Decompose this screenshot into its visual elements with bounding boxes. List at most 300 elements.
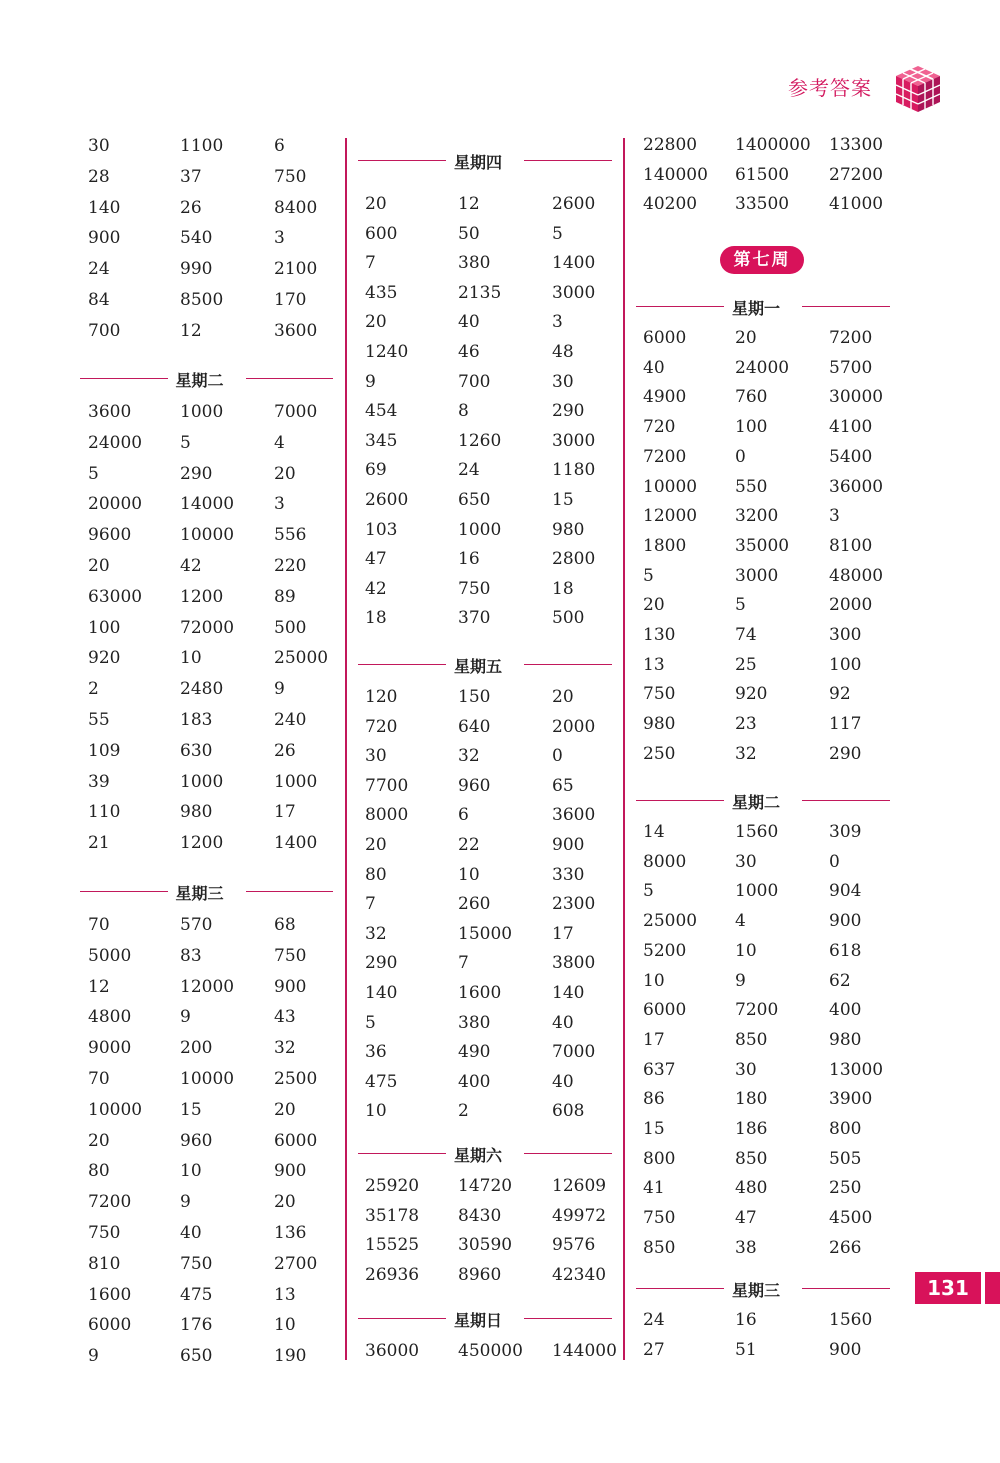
answer-cell: 110 [88,802,121,823]
answer-cell: 18 [365,608,387,629]
answer-cell: 500 [274,617,307,638]
answer-cell: 25 [735,654,757,675]
answer-cell: 650 [180,1346,213,1367]
section-rule [524,160,612,161]
answer-cell: 2000 [552,716,596,737]
answer-cell: 750 [643,684,676,705]
answer-cell: 100 [735,417,768,438]
answer-cell: 2135 [458,282,502,303]
section-title: 星期三 [732,1281,781,1300]
answer-cell: 700 [458,371,491,392]
answer-cell: 2800 [552,549,596,570]
answer-cell: 16 [458,549,480,570]
answer-cell: 36000 [829,476,884,497]
section-header [80,368,333,388]
answer-cell: 6000 [274,1130,318,1151]
section-header [358,1143,612,1163]
section-rule [358,160,446,161]
answer-cell: 2480 [180,679,224,700]
answer-cell: 750 [274,945,307,966]
answer-cell: 8430 [458,1205,502,1226]
answer-cell: 5 [735,595,746,616]
answer-cell: 25000 [274,648,329,669]
answer-cell: 450000 [458,1341,523,1361]
answer-cell: 20 [735,328,757,348]
answer-cell: 10 [458,864,480,885]
answer-cell: 3 [829,506,840,527]
answer-cell: 490 [458,1042,491,1063]
answer-cell: 32 [274,1038,296,1059]
answer-cell: 12 [88,976,110,997]
page-number-tab [985,1272,1000,1304]
section-rule [802,800,890,801]
answer-cell: 7700 [365,775,409,796]
answer-cell: 990 [180,259,213,280]
answer-cell: 32 [458,746,480,767]
answer-cell: 22 [458,835,480,855]
answer-cell: 39 [88,771,110,792]
answer-cell: 266 [829,1237,862,1258]
column-divider-1 [345,138,347,1360]
answer-cell: 15 [552,490,574,510]
answer-cell: 960 [180,1130,213,1151]
answer-cell: 20 [365,312,387,333]
answer-cell: 47 [735,1208,757,1229]
answer-cell: 18 [552,578,574,599]
answer-cell: 26 [180,197,202,218]
answer-cell: 750 [180,1253,213,1274]
answer-cell: 51 [735,1339,757,1360]
answer-cell: 370 [458,608,491,629]
answer-cell: 24000 [88,432,143,453]
answer-cell: 800 [829,1119,862,1139]
answer-cell: 2700 [274,1253,318,1274]
answer-cell: 10000 [643,476,698,497]
answer-cell: 144000 [552,1341,617,1361]
section-rule [636,1288,724,1289]
answer-cell: 435 [365,282,398,303]
answer-cell: 550 [735,476,768,497]
answer-cell: 9 [365,371,376,392]
section-rule [80,378,168,379]
answer-cell: 5 [643,565,654,586]
answer-cell: 13300 [829,135,884,155]
answer-cell: 5 [88,463,99,484]
answer-cell: 290 [829,743,862,764]
answer-cell: 630 [180,740,213,761]
answer-cell: 5 [643,881,654,902]
answer-cell: 4900 [643,387,687,408]
answer-cell: 290 [552,401,585,422]
answer-cell: 200 [180,1038,213,1059]
answer-cell: 100 [88,617,121,638]
answer-cell: 25000 [643,911,698,932]
answer-cell: 70 [88,915,110,935]
answer-cell: 1560 [735,822,779,842]
answer-cell: 20 [365,194,387,214]
answer-cell: 40 [552,1071,574,1092]
answer-cell: 1400 [274,833,318,854]
answer-cell: 380 [458,1012,491,1033]
answer-cell: 7200 [829,328,873,348]
answer-cell: 32 [735,743,757,764]
answer-cell: 20 [88,556,110,576]
answer-cell: 900 [829,911,862,932]
answer-cell: 40 [552,1012,574,1033]
answer-cell: 12 [180,320,202,341]
answer-cell: 89 [274,586,296,607]
answer-cell: 5200 [643,940,687,961]
answer-cell: 13 [643,654,665,675]
answer-cell: 23 [735,714,757,735]
answer-cell: 3000 [552,430,596,451]
answer-cell: 480 [735,1178,768,1199]
answer-cell: 2 [458,1101,469,1122]
answer-cell: 9 [88,1346,99,1367]
answer-cell: 980 [643,714,676,735]
answer-cell: 6000 [643,1000,687,1021]
answer-cell: 1800 [643,535,687,556]
answer-cell: 15525 [365,1235,420,1256]
answer-cell: 28 [88,166,110,187]
answer-cell: 240 [274,710,307,730]
answer-cell: 1260 [458,430,502,451]
section-rule [636,306,724,307]
answer-cell: 500 [552,608,585,629]
section-header [80,881,333,901]
answer-cell: 70 [88,1069,110,1089]
answer-cell: 30 [735,1059,757,1080]
section-rule [524,664,612,665]
answer-cell: 2000 [829,595,873,616]
section-rule [524,1318,612,1319]
answer-cell: 5 [365,1012,376,1033]
answer-cell: 750 [643,1208,676,1229]
answer-cell: 2600 [552,194,596,214]
answer-cell: 290 [365,953,398,974]
answer-cell: 1400000 [735,135,811,155]
answer-cell: 109 [88,740,121,761]
answer-cell: 10000 [88,1099,143,1120]
answer-cell: 5000 [88,945,132,966]
answer-cell: 4800 [88,1007,132,1028]
answer-cell: 9576 [552,1235,596,1256]
answer-cell: 84 [88,290,110,310]
answer-cell: 980 [552,519,585,540]
answer-cell: 8400 [274,197,318,218]
answer-cell: 9 [180,1007,191,1028]
answer-cell: 4100 [829,417,873,438]
answer-cell: 12 [458,194,480,214]
answer-cell: 24000 [735,357,790,378]
answer-cell: 6000 [88,1315,132,1336]
answer-cell: 850 [735,1029,768,1050]
answer-cell: 30 [88,136,110,156]
section-header [636,790,890,810]
answer-cell: 83 [180,945,202,966]
answer-cell: 380 [458,253,491,274]
answer-cell: 1000 [180,771,224,792]
answer-cell: 33500 [735,194,790,215]
answer-cell: 35178 [365,1205,420,1226]
answer-cell: 720 [643,417,676,438]
answer-cell: 3900 [829,1089,873,1110]
answer-cell: 92 [829,684,851,705]
answer-cell: 20 [643,595,665,616]
answer-cell: 618 [829,940,862,961]
answer-cell: 37 [180,166,202,187]
answer-cell: 2300 [552,894,596,915]
section-header [358,1308,612,1328]
answer-cell: 12609 [552,1176,607,1196]
answer-cell: 1600 [88,1284,132,1305]
answer-cell: 850 [735,1148,768,1169]
answer-cell: 117 [829,714,862,735]
answer-cell: 400 [458,1071,491,1092]
answer-cell: 309 [829,822,862,842]
answer-cell: 8500 [180,290,224,310]
answer-cell: 42 [180,556,202,576]
answer-cell: 186 [735,1119,768,1139]
answer-cell: 960 [458,775,491,796]
answer-cell: 4 [274,432,285,453]
section-rule [246,891,334,892]
answer-cell: 505 [829,1148,862,1169]
answer-cell: 21 [88,833,110,854]
answer-cell: 17 [552,923,574,944]
answer-cell: 150 [458,687,491,707]
answer-cell: 760 [735,387,768,408]
answer-cell: 3 [274,228,285,249]
answer-cell: 12000 [180,976,235,997]
section-rule [358,1318,446,1319]
answer-cell: 4 [735,911,746,932]
answer-cell: 35000 [735,535,790,556]
answer-cell: 183 [180,710,213,730]
answer-cell: 7 [365,894,376,915]
answer-cell: 20 [274,1192,296,1213]
answer-cell: 25920 [365,1176,420,1196]
answer-cell: 850 [643,1237,676,1258]
answer-cell: 68 [274,915,296,935]
answer-cell: 750 [274,166,307,187]
answer-cell: 22800 [643,135,698,155]
answer-cell: 475 [180,1284,213,1305]
section-rule [246,378,334,379]
answer-cell: 7200 [735,1000,779,1021]
section-title: 星期二 [175,371,224,390]
answer-cell: 190 [274,1346,307,1367]
answer-cell: 26936 [365,1264,420,1285]
answer-cell: 3600 [552,805,596,826]
answer-cell: 600 [365,223,398,244]
answer-cell: 1180 [552,460,596,481]
answer-cell: 330 [552,864,585,885]
answer-cell: 700 [88,320,121,341]
answer-cell: 38 [735,1237,757,1258]
answer-cell: 2600 [365,490,409,510]
answer-cell: 3 [552,312,563,333]
answer-cell: 5 [552,223,563,244]
section-header [636,1278,890,1298]
answer-cell: 6 [274,136,285,156]
answer-cell: 65 [552,775,574,796]
answer-cell: 637 [643,1059,676,1080]
answer-cell: 40200 [643,194,698,215]
answer-cell: 1560 [829,1310,873,1330]
answer-cell: 260 [458,894,491,915]
answer-cell: 570 [180,915,213,935]
answer-cell: 290 [180,463,213,484]
answer-cell: 24 [458,460,480,481]
answer-cell: 24 [643,1310,665,1330]
answer-cell: 1100 [180,136,224,156]
answer-cell: 920 [735,684,768,705]
answer-cell: 3600 [88,402,132,422]
answer-cell: 26 [274,740,296,761]
answer-cell: 20 [365,835,387,855]
page-number: 131 [915,1272,981,1304]
answer-cell: 20 [274,463,296,484]
answer-cell: 900 [274,976,307,997]
answer-cell: 3000 [552,282,596,303]
answer-cell: 10000 [180,1069,235,1089]
answer-cell: 900 [274,1161,307,1182]
section-rule [802,1288,890,1289]
answer-cell: 475 [365,1071,398,1092]
answer-cell: 32 [365,923,387,944]
section-title: 星期三 [175,884,224,903]
answer-cell: 1000 [458,519,502,540]
answer-cell: 103 [365,519,398,540]
answer-cell: 7200 [643,446,687,467]
answer-cell: 140000 [643,164,708,185]
answer-cell: 800 [643,1148,676,1169]
answer-cell: 100 [829,654,862,675]
answer-cell: 3200 [735,506,779,527]
answer-cell: 10 [365,1101,387,1122]
answer-cell: 10 [180,648,202,669]
section-header [358,654,612,674]
answer-cell: 24 [88,259,110,280]
answer-cell: 400 [829,1000,862,1021]
answer-cell: 42340 [552,1264,607,1285]
answer-cell: 20 [552,687,574,707]
answer-cell: 30 [552,371,574,392]
section-rule [358,664,446,665]
answer-cell: 9 [735,970,746,991]
answer-cell: 9600 [88,525,132,546]
answer-cell: 3800 [552,953,596,974]
section-header [358,150,612,170]
answer-cell: 30590 [458,1235,513,1256]
section-title: 星期六 [454,1146,503,1165]
answer-cell: 62 [829,970,851,991]
answer-cell: 14000 [180,494,235,515]
answer-cell: 540 [180,228,213,249]
answer-cell: 15000 [458,923,513,944]
section-rule [80,891,168,892]
answer-cell: 170 [274,290,307,310]
answer-cell: 49972 [552,1205,607,1226]
section-title: 星期日 [454,1311,503,1330]
answer-cell: 900 [88,228,121,249]
answer-cell: 36 [365,1042,387,1063]
answer-cell: 41000 [829,194,884,215]
answer-cell: 608 [552,1101,585,1122]
answer-cell: 80 [88,1161,110,1182]
section-title: 星期五 [454,657,503,676]
answer-cell: 6000 [643,328,687,348]
answer-cell: 12000 [643,506,698,527]
section-title: 星期一 [732,299,781,318]
answer-cell: 1240 [365,342,409,362]
answer-cell: 4500 [829,1208,873,1229]
answer-cell: 8960 [458,1264,502,1285]
answer-cell: 27200 [829,164,884,185]
answer-cell: 1000 [180,402,224,422]
answer-cell: 3000 [735,565,779,586]
answer-cell: 9 [274,679,285,700]
answer-cell: 30000 [829,387,884,408]
answer-cell: 904 [829,881,862,902]
answer-cell: 136 [274,1223,307,1243]
answer-cell: 40 [458,312,480,333]
answer-cell: 0 [829,851,840,872]
answer-cell: 0 [735,446,746,467]
answer-cell: 20 [88,1130,110,1151]
answer-cell: 13 [274,1284,296,1305]
answer-cell: 17 [643,1029,665,1050]
answer-cell: 74 [735,625,757,645]
section-rule [636,800,724,801]
answer-cell: 250 [643,743,676,764]
answer-cell: 140 [365,983,398,1003]
answer-cell: 130 [643,625,676,645]
answer-cell: 46 [458,342,480,362]
week-badge: 第七周 [720,246,804,274]
answer-cell: 6 [458,805,469,826]
answer-cell: 650 [458,490,491,510]
section-rule [358,1153,446,1154]
answer-cell: 10000 [180,525,235,546]
answer-cell: 8000 [365,805,409,826]
answer-cell: 640 [458,716,491,737]
answer-cell: 300 [829,625,862,645]
answer-cell: 140 [552,983,585,1003]
answer-cell: 8000 [643,851,687,872]
section-header [636,296,890,316]
answer-cell: 63000 [88,586,143,607]
section-title: 星期四 [454,153,503,172]
answer-cell: 15 [180,1099,202,1120]
answer-cell: 50 [458,223,480,244]
answer-cell: 900 [829,1339,862,1360]
answer-cell: 42 [365,578,387,599]
answer-cell: 9000 [88,1038,132,1059]
answer-cell: 2100 [274,259,318,280]
answer-cell: 10 [643,970,665,991]
answer-cell: 41 [643,1178,665,1199]
answer-cell: 8100 [829,535,873,556]
answer-cell: 40 [180,1223,202,1243]
answer-cell: 720 [365,716,398,737]
answer-cell: 980 [829,1029,862,1050]
answer-cell: 9 [180,1192,191,1213]
answer-cell: 72000 [180,617,235,638]
answer-cell: 43 [274,1007,296,1028]
header-title: 参考答案 [788,76,872,100]
